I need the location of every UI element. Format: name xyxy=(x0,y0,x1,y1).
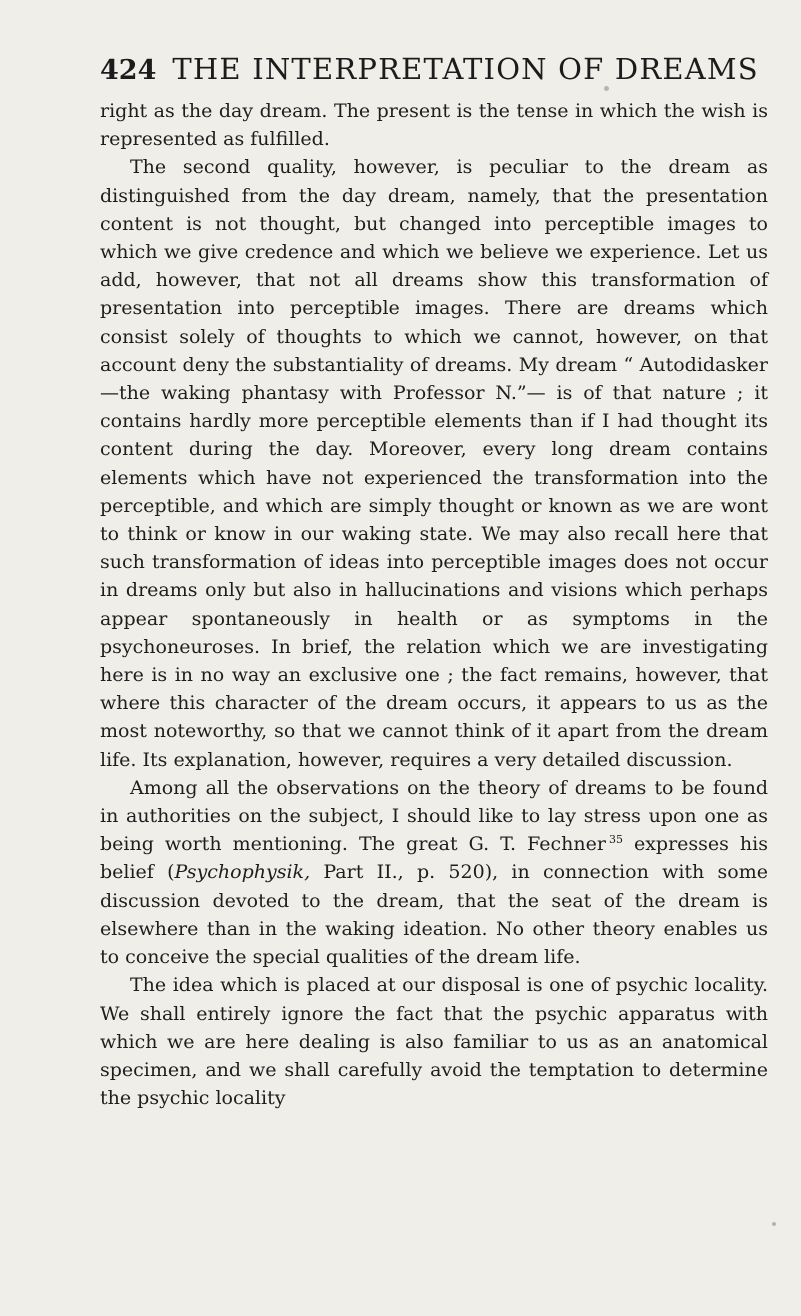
paragraph-second-quality: The second quality, however, is peculiar to the dream as distinguished from the day dream, namely, that the presentation content is not thought, but changed into perceptible images to which we give credence and which we believe we experience. Let us add, however, that not all dreams show this transformation of presentation into perceptible images. There are dreams which consist solely of thoughts to which we cannot, however, on that account deny the substantiality of dreams. My dream “ Autodidasker—the waking phantasy with Professor N.”— is of that nature ; it contains hardly more perceptible elements than if I had thought its content during the day. Moreover, every long dream contains elements which have not experienced the transformation into the perceptible, and which are simply thought or known as we are wont to think or know in our waking state. We may also recall here that such transformation of ideas into perceptible images does not occur in dreams only but also in hallucinations and visions which perhaps appear spontaneously in health or as symptoms in the psychoneuroses. In brief, the relation which we are investigating here is in no way an exclusive one ; the fact remains, however, that where this character of the dream occurs, it appears to us as the most noteworthy, so that we cannot think of it apart from the dream life. Its explanation, however, requires a very detailed discussion. xyxy=(100,156,768,771)
fechner-text-a: Among all the observations on the theory of dreams to be found in authorities on the subject, I should like to lay stress upon one as being worth mentioning. The great G. T. Fechner xyxy=(100,776,768,856)
paragraph-continuation: right as the day dream. The present is the tense in which the wish is represented as fulfilled. xyxy=(100,100,768,151)
running-title: THE INTERPRETATION OF DREAMS xyxy=(172,52,759,86)
book-title-psychophysik: Psychophysik, xyxy=(174,861,311,884)
paper-speck xyxy=(772,1222,776,1226)
footnote-ref-35: 35 xyxy=(608,832,623,846)
fechner-text-c: Part II., p. 520), in connection with some discussion devoted to the dream, that the seat of the dream is elsewhere than in the waking ideation. No other theory enables us to conceive the special qualities of the dream life. xyxy=(100,861,768,969)
paragraph-psychic-locality: The idea which is placed at our disposal is one of psychic locality. We shall entirely ignore the fact that the psychic apparatus with which we are here dealing is also familiar to us as an anatomical specimen, and we shall carefully avoid the temptation to determine the psychic locality xyxy=(100,974,768,1110)
page-number: 424 xyxy=(100,55,157,86)
running-header xyxy=(100,52,765,86)
paragraph-fechner xyxy=(100,774,768,971)
fechner-text-b: expresses his belief ( xyxy=(100,833,768,884)
body-text xyxy=(100,97,768,1112)
paper-speck xyxy=(604,86,609,91)
